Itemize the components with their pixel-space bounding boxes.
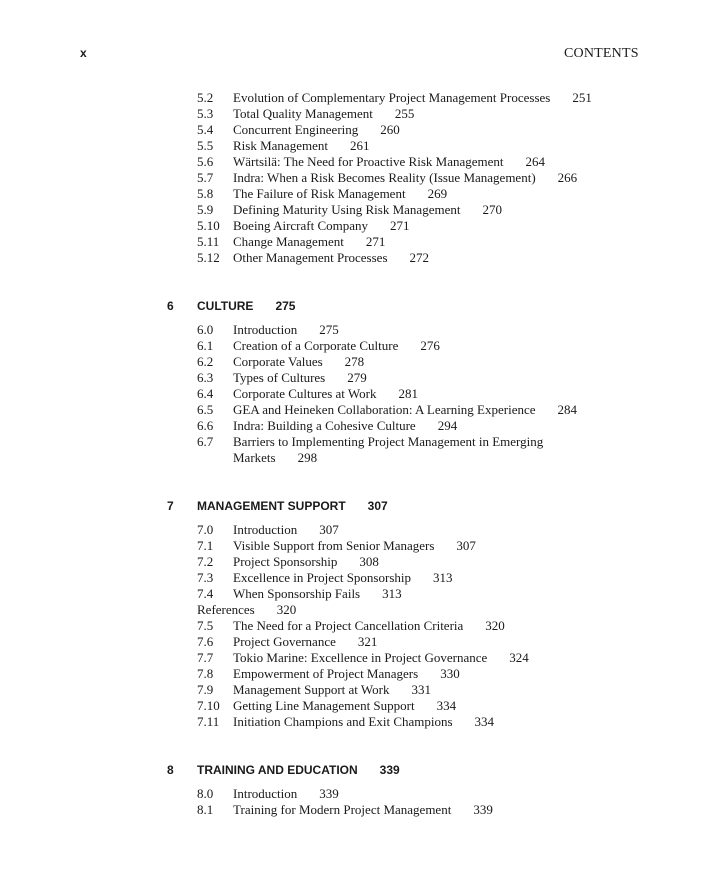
entry-title: Visible Support from Senior Managers <box>233 538 435 553</box>
toc-entry[interactable] <box>0 402 708 418</box>
entry-number: 5.4 <box>197 122 214 137</box>
entry-page: 251 <box>572 90 592 105</box>
entry-title: When Sponsorship Fails <box>233 586 361 601</box>
toc-entry[interactable] <box>0 650 708 666</box>
table-of-contents <box>0 90 708 818</box>
entry-page: 278 <box>344 354 365 369</box>
entry-number: 7.9 <box>197 682 214 697</box>
toc-entry[interactable] <box>0 554 708 570</box>
chapter-7-section <box>0 498 708 730</box>
toc-entry[interactable] <box>0 522 708 538</box>
entry-title: Project Governance <box>233 634 336 649</box>
toc-entry[interactable] <box>0 354 708 370</box>
entry-number: 6.4 <box>197 386 214 401</box>
toc-entry[interactable] <box>0 634 708 650</box>
page-number: x <box>80 46 87 60</box>
toc-entry[interactable] <box>0 322 708 338</box>
entry-page: 269 <box>427 186 448 201</box>
chapter-number: 6 <box>167 299 174 313</box>
toc-entry[interactable] <box>0 434 708 450</box>
entry-number: 7.1 <box>197 538 214 553</box>
chapter-5-section <box>0 90 708 266</box>
entry-page: 266 <box>557 170 578 185</box>
entry-page: 255 <box>394 106 415 121</box>
entry-page: 276 <box>420 338 440 353</box>
chapter-page: 339 <box>379 763 400 777</box>
entry-page: 313 <box>433 570 453 585</box>
entry-number: 7.2 <box>197 554 214 569</box>
toc-entry[interactable] <box>0 786 708 802</box>
entry-page: 313 <box>382 586 402 601</box>
entry-number: 7.5 <box>197 618 214 633</box>
entry-title: Corporate Cultures at Work <box>233 386 377 401</box>
entry-number: 5.8 <box>197 186 214 201</box>
toc-entry[interactable] <box>0 90 708 106</box>
entry-number: 5.6 <box>197 154 214 169</box>
entry-page: 294 <box>437 418 458 433</box>
chapter-title: TRAINING AND EDUCATION <box>197 763 358 777</box>
toc-entry[interactable] <box>0 122 708 138</box>
toc-entry[interactable] <box>0 538 708 554</box>
entry-title: Defining Maturity Using Risk Management <box>233 202 461 217</box>
toc-entry[interactable] <box>0 186 708 202</box>
entry-title: Corporate Values <box>233 354 323 369</box>
entry-title: Indra: Building a Cohesive Culture <box>233 418 416 433</box>
entry-page: 320 <box>276 602 297 617</box>
entry-title: Empowerment of Project Managers <box>233 666 419 681</box>
entry-title: GEA and Heineken Collaboration: A Learning Experience <box>233 402 536 417</box>
entry-number: 7.10 <box>197 698 220 713</box>
entry-title: Risk Management <box>233 138 328 153</box>
entry-title: Barriers to Implementing Project Management in Emerging <box>233 434 544 449</box>
chapter-6-section <box>0 298 708 466</box>
chapter-title: CULTURE <box>197 299 254 313</box>
entry-title: Creation of a Corporate Culture <box>233 338 399 353</box>
toc-entry[interactable] <box>0 666 708 682</box>
toc-entry-references[interactable] <box>0 602 708 618</box>
entry-page: 261 <box>349 138 370 153</box>
entry-page: 284 <box>557 402 578 417</box>
entry-page: 270 <box>482 202 502 217</box>
entry-title: The Need for a Project Cancellation Criteria <box>233 618 464 633</box>
toc-entry-continuation[interactable] <box>0 450 708 466</box>
entry-page: 275 <box>319 322 339 337</box>
entry-number: 5.11 <box>197 234 220 249</box>
entry-title: Introduction <box>233 786 298 801</box>
entry-number: 5.3 <box>197 106 214 121</box>
entry-page: 331 <box>411 682 431 697</box>
entry-number: 6.5 <box>197 402 214 417</box>
toc-entry[interactable] <box>0 586 708 602</box>
entry-title: Types of Cultures <box>233 370 326 385</box>
entry-title: Tokio Marine: Excellence in Project Governance <box>233 650 488 665</box>
toc-entry[interactable] <box>0 386 708 402</box>
toc-entry[interactable] <box>0 234 708 250</box>
entry-title: Initiation Champions and Exit Champions <box>233 714 453 729</box>
entry-title: Evolution of Complementary Project Management Processes <box>233 90 551 105</box>
entry-title: Concurrent Engineering <box>233 122 359 137</box>
entry-number: 7.8 <box>197 666 214 681</box>
toc-entry[interactable] <box>0 682 708 698</box>
toc-entry[interactable] <box>0 338 708 354</box>
entry-title: Management Support at Work <box>233 682 390 697</box>
toc-entry[interactable] <box>0 714 708 730</box>
toc-entry[interactable] <box>0 698 708 714</box>
entry-page: 334 <box>436 698 457 713</box>
entry-page: 321 <box>357 634 378 649</box>
entry-title: Change Management <box>233 234 344 249</box>
toc-entry[interactable] <box>0 570 708 586</box>
chapter-page: 307 <box>367 499 388 513</box>
entry-number: 7.7 <box>197 650 214 665</box>
entry-number: 5.12 <box>197 250 220 265</box>
entry-number: 6.0 <box>197 322 214 337</box>
entry-number: 7.6 <box>197 634 214 649</box>
chapter-heading[interactable] <box>0 498 708 514</box>
toc-entry[interactable] <box>0 202 708 218</box>
toc-entry[interactable] <box>0 170 708 186</box>
toc-entry[interactable] <box>0 138 708 154</box>
entry-number: 5.5 <box>197 138 214 153</box>
entry-number: 8.1 <box>197 802 214 817</box>
entry-page: 272 <box>409 250 430 265</box>
chapter-heading[interactable] <box>0 762 708 778</box>
chapter-heading[interactable] <box>0 298 708 314</box>
entry-page: 330 <box>440 666 460 681</box>
chapter-page: 275 <box>275 299 296 313</box>
entry-number: 7.3 <box>197 570 214 585</box>
chapter-title: MANAGEMENT SUPPORT <box>197 499 346 513</box>
entry-title: Excellence in Project Sponsorship <box>233 570 411 585</box>
entry-title: Training for Modern Project Management <box>233 802 452 817</box>
entry-page: 307 <box>319 522 339 537</box>
entry-number: 6.3 <box>197 370 214 385</box>
toc-entry[interactable] <box>0 618 708 634</box>
toc-entry[interactable] <box>0 154 708 170</box>
entry-title: Indra: When a Risk Becomes Reality (Issue Management) <box>233 170 536 185</box>
toc-entry[interactable] <box>0 218 708 234</box>
entry-number: 7.4 <box>197 586 214 601</box>
entry-number: 5.9 <box>197 202 214 217</box>
entry-title: Other Management Processes <box>233 250 388 265</box>
entry-page: 339 <box>319 786 339 801</box>
entry-number: 5.2 <box>197 90 214 105</box>
entry-page: 264 <box>525 154 546 169</box>
chapter-number: 7 <box>167 499 174 513</box>
entry-number: 6.2 <box>197 354 214 369</box>
entry-number: 5.7 <box>197 170 214 185</box>
entry-title: Introduction <box>233 322 298 337</box>
entry-title: Total Quality Management <box>233 106 373 121</box>
entry-number: 8.0 <box>197 786 214 801</box>
entry-title: Introduction <box>233 522 298 537</box>
entry-page: 298 <box>297 450 318 465</box>
references-title: References <box>197 602 255 617</box>
entry-page: 279 <box>347 370 367 385</box>
toc-entry[interactable] <box>0 370 708 386</box>
entry-page: 281 <box>398 386 418 401</box>
entry-title: Boeing Aircraft Company <box>233 218 369 233</box>
entry-page: 260 <box>380 122 400 137</box>
entry-page: 324 <box>509 650 529 665</box>
toc-entry[interactable] <box>0 802 708 818</box>
entry-page: 334 <box>474 714 495 729</box>
entry-page: 271 <box>390 218 410 233</box>
toc-entry[interactable] <box>0 418 708 434</box>
running-title: CONTENTS <box>564 46 639 61</box>
entry-title: Wärtsilä: The Need for Proactive Risk Management <box>233 154 504 169</box>
toc-entry[interactable] <box>0 250 708 266</box>
toc-entry[interactable] <box>0 106 708 122</box>
entry-title-continuation: Markets <box>233 450 276 465</box>
chapter-8-section <box>0 762 708 818</box>
chapter-number: 8 <box>167 763 174 777</box>
entry-page: 271 <box>365 234 386 249</box>
entry-page: 320 <box>485 618 505 633</box>
entry-page: 308 <box>359 554 379 569</box>
entry-number: 5.10 <box>197 218 220 233</box>
entry-number: 7.11 <box>197 714 220 729</box>
entry-number: 6.7 <box>197 434 214 449</box>
entry-number: 7.0 <box>197 522 214 537</box>
entry-title: Getting Line Management Support <box>233 698 415 713</box>
entry-title: Project Sponsorship <box>233 554 338 569</box>
entry-page: 307 <box>456 538 476 553</box>
entry-page: 339 <box>473 802 493 817</box>
entry-number: 6.1 <box>197 338 214 353</box>
entry-number: 6.6 <box>197 418 214 433</box>
entry-title: The Failure of Risk Management <box>233 186 406 201</box>
